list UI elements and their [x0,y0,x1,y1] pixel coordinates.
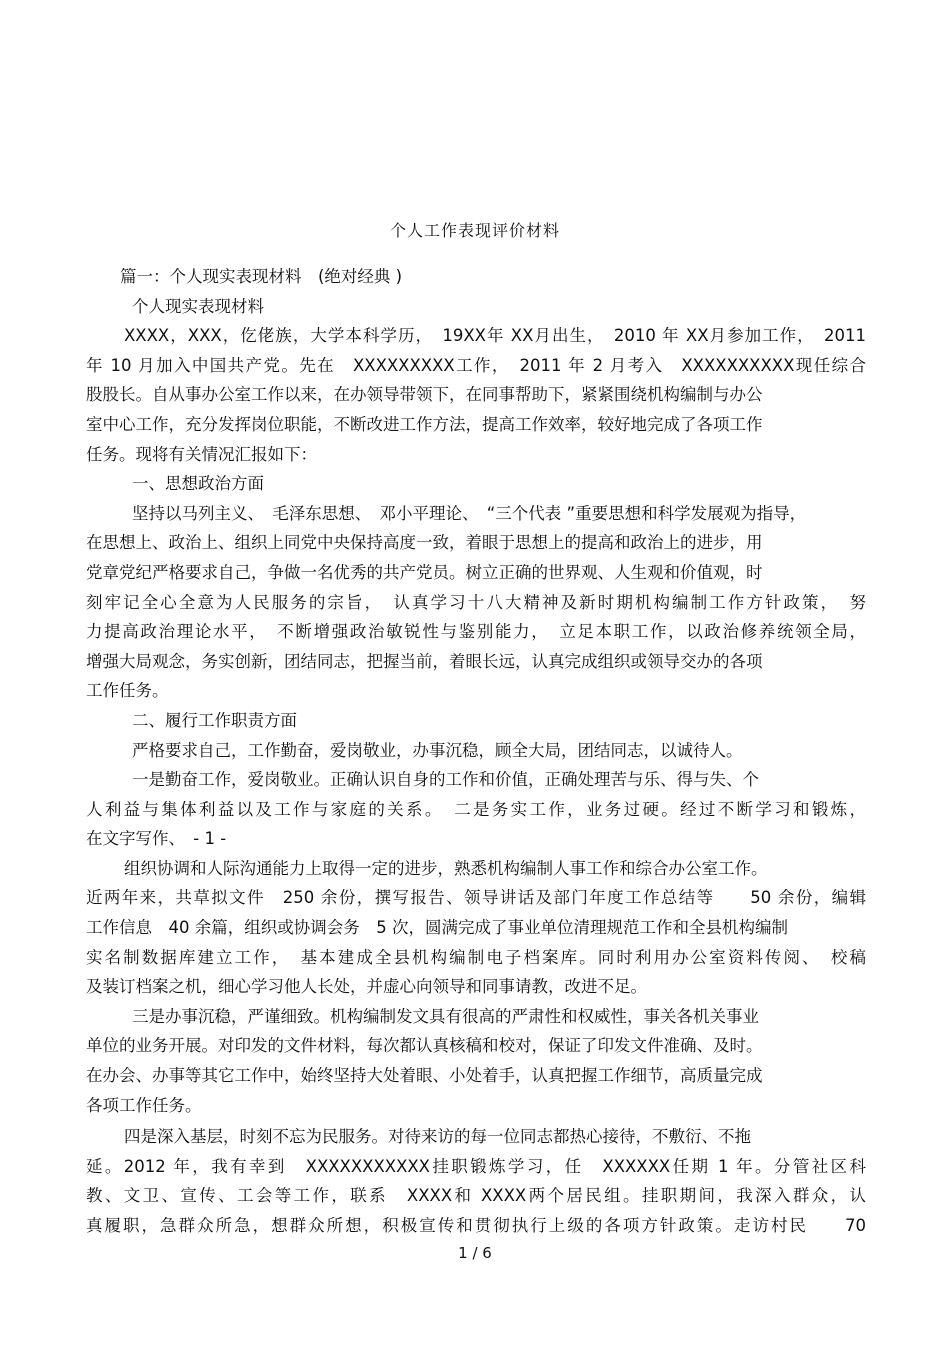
document-title: 个人工作表现评价材料 [389,221,560,240]
paragraph-line: 一是勤奋工作，爱岗敬业。正确认识自身的工作和价值，正确处理苦与乐、得与失、个 [132,770,759,790]
paragraph-line: 坚持以马列主义、 毛泽东思想、 邓小平理论、 “三个代表 ”重要思想和科学发展观为指导， [132,503,807,523]
page-indicator: 1 / 6 [458,1244,492,1262]
paragraph-line: 在思想上、政治上、组织上同党中央保持高度一致，着眼于思想上的提高和政治上的进步，用 [86,533,763,553]
paragraph-line: 实名制数据库建立工作， 基本建成全县机构编制电子档案库。同时利用办公室资料传阅、 校稿 [86,947,866,967]
paragraph-line: 组织协调和人际沟通能力上取得一定的进步，熟悉机构编制人事工作和综合办公室工作。 [124,858,768,878]
paragraph-line: 四是深入基层，时刻不忘为民服务。对待来访的每一位同志都热心接待，不敷衍、不拖 [124,1127,751,1147]
document-body [86,262,866,1241]
paragraph-line: 力提高政治理论水平， 不断增强政治敏锐性与鉴别能力， 立足本职工作，以政治修养统领全局， [86,622,866,642]
paragraph-line: 三是办事沉稳，严谨细致。机构编制发文具有很高的严肃性和权威性，事关各机关事业 [132,1006,759,1026]
paragraph-line: 延。2012 年，我有幸到 XXXXXXXXXXX挂职锻炼学习，任 XXXXXX任期 1 年。分管社区科 [86,1156,866,1176]
paragraph-line: 在办会、办事等其它工作中，始终坚持大处着眼、小处着手，认真把握工作细节，高质量完成 [86,1066,763,1086]
paragraph-line: 股股长。自从事办公室工作以来，在办领导带领下，在同事帮助下，紧紧围绕机构编制与办公 [86,385,763,405]
subheading: 个人现实表现材料 [132,296,264,316]
paragraph-line: 教、文卫、宣传、工会等工作，联系 XXXX和 XXXX两个居民组。挂职期间，我深入群众，认 [86,1186,866,1206]
paragraph-line: 人利益与集体利益以及工作与家庭的关系。 二是务实工作，业务过硬。经过不断学习和锻炼， [86,799,866,819]
paragraph-line: 工作信息 40 余篇，组织或协调会务 5 次，圆满完成了事业单位清理规范工作和全县机构编制 [86,918,788,938]
paragraph-line: 各项工作任务。 [86,1095,202,1115]
paragraph-line: 及装订档案之机，细心学习他人长处，并虚心向领导和同事请教，改进不足。 [86,977,647,997]
paragraph-line: 任务。现将有关情况汇报如下： [86,444,317,464]
paragraph-line: 单位的业务开展。对印发的文件材料，每次都认真核稿和校对，保证了印发文件准确、及时。 [86,1036,763,1056]
paragraph-line: 在文字写作、 - 1 - [86,829,227,849]
paragraph-line: 真履职，急群众所急，想群众所想，积极宣传和贯彻执行上级的各项方针政策。走访村民 70 [86,1216,866,1235]
paragraph-line: XXXX，XXX，仡佬族，大学本科学历， 19XX年 XX月出生， 2010 年 XX月参加工作， 2011 [124,326,866,346]
paragraph-line: 党章党纪严格要求自己，争做一名优秀的共产党员。树立正确的世界观、人生观和价值观，时 [86,562,763,582]
section-heading: 二、履行工作职责方面 [132,710,297,730]
paragraph-line: 年 10 月加入中国共产党。先在 XXXXXXXXX工作， 2011 年 2 月考入 XXXXXXXXXX现任综合 [86,355,866,375]
paragraph-line: 刻牢记全心全意为人民服务的宗旨， 认真学习十八大精神及新时期机构编制工作方针政策， 努 [86,592,866,612]
paragraph-line: 工作任务。 [86,681,169,701]
section-heading: 一、思想政治方面 [132,474,264,494]
paragraph-line: 增强大局观念，务实创新，团结同志，把握当前，着眼长远，认真完成组织或领导交办的各项 [86,651,763,671]
paragraph-line: 近两年来，共草拟文件 250 余份，撰写报告、领导讲话及部门年度工作总结等 50 余份，编辑 [86,888,866,908]
paragraph-line: 严格要求自己，工作勤奋，爱岗敬业，办事沉稳，顾全大局，团结同志，以诚待人。 [132,740,743,760]
paragraph-line: 室中心工作，充分发挥岗位职能，不断改进工作方法，提高工作效率，较好地完成了各项工作 [86,414,763,434]
section-heading: 篇一：个人现实表现材料 (绝对经典 ) [120,267,403,286]
